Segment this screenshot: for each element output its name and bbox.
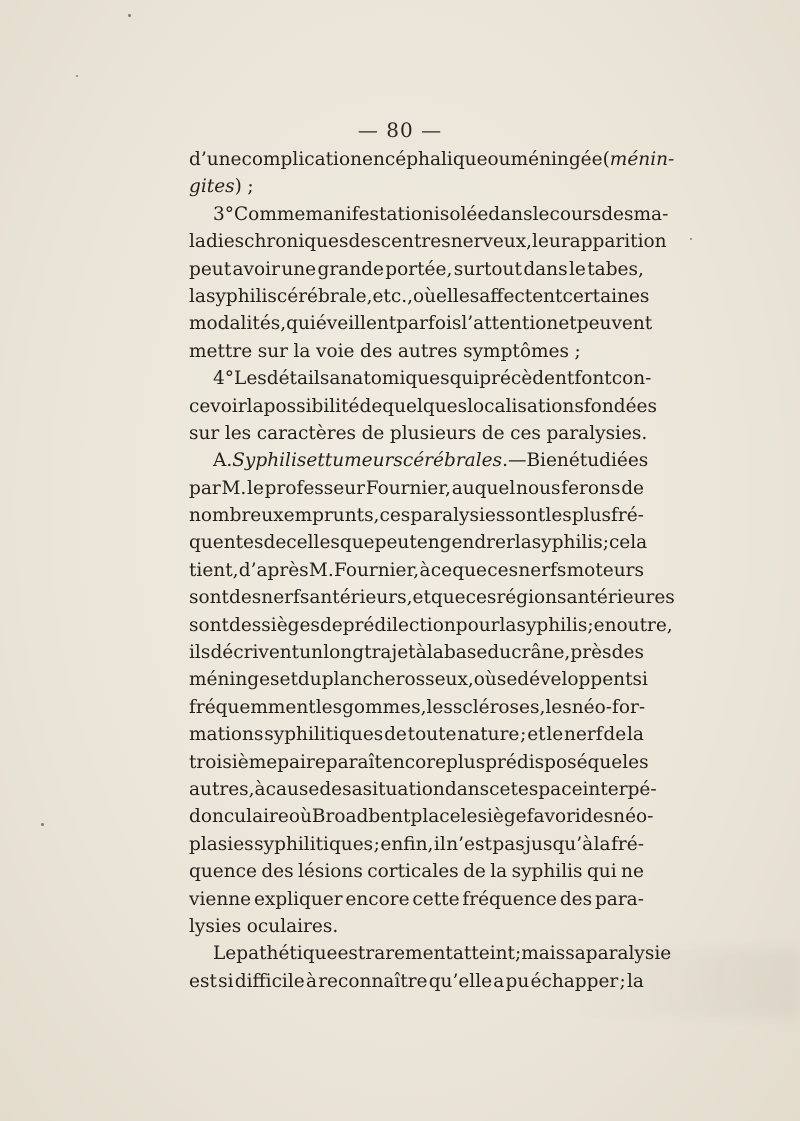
- word: la: [626, 724, 644, 746]
- word: sa: [565, 943, 586, 965]
- word: ;: [247, 176, 254, 198]
- word: ne: [621, 861, 644, 883]
- word: modalités,: [189, 313, 287, 335]
- word: syphilis: [205, 285, 277, 307]
- word: syphilis: [531, 532, 603, 554]
- word: Broadbent: [311, 806, 411, 828]
- word: 4°: [213, 368, 235, 390]
- word: de: [361, 422, 385, 444]
- word: des: [228, 587, 262, 609]
- word: et: [558, 313, 577, 335]
- word: plasies: [189, 833, 254, 855]
- word: nerfs: [518, 559, 567, 581]
- word: de: [603, 724, 627, 746]
- word: manifestation: [305, 203, 434, 225]
- word: cela: [608, 532, 648, 554]
- word: osseux,: [404, 669, 474, 691]
- word: parfois: [396, 313, 462, 335]
- text-line: [189, 721, 644, 748]
- text-line: [189, 940, 672, 967]
- word: para-: [594, 888, 644, 910]
- word: font: [574, 368, 612, 390]
- word: fré-: [611, 505, 644, 527]
- word: n’est: [446, 833, 492, 855]
- word: Syphilis: [232, 450, 307, 472]
- word: tient,: [189, 559, 239, 581]
- word: plus: [446, 751, 486, 773]
- word: qui: [586, 861, 617, 883]
- word: cet: [489, 778, 518, 800]
- word: avoir: [232, 258, 280, 280]
- word: le: [532, 203, 550, 225]
- word: du: [297, 669, 322, 691]
- word: ces: [465, 587, 497, 609]
- word: auquel: [451, 477, 516, 499]
- word: lésions: [298, 861, 363, 883]
- word: fréquemment: [189, 696, 316, 718]
- word: des: [261, 861, 294, 883]
- word: cours: [549, 203, 602, 225]
- word: isolée: [433, 203, 489, 225]
- word: la: [514, 532, 532, 554]
- word: syphilitiques: [264, 724, 384, 746]
- word: dans: [444, 778, 490, 800]
- word: outre,: [616, 614, 673, 636]
- word: ferons: [561, 477, 621, 499]
- word: un: [299, 642, 324, 664]
- word: expliquer: [253, 888, 343, 910]
- text-line: [189, 831, 644, 858]
- word: antérieures: [566, 587, 675, 609]
- word: par: [189, 477, 221, 499]
- word: décrivent: [210, 642, 300, 664]
- word: pu: [505, 970, 530, 992]
- word: paire: [277, 751, 326, 773]
- word: espace: [517, 778, 583, 800]
- word: peut: [189, 258, 232, 280]
- word: place: [410, 806, 461, 828]
- word: il: [433, 833, 446, 855]
- word: oculaires.: [246, 915, 339, 937]
- word: syphilis: [511, 861, 583, 883]
- word: paraît: [325, 751, 382, 773]
- word: des: [580, 806, 614, 828]
- word: nerfs: [261, 587, 310, 609]
- word: les: [622, 751, 649, 773]
- text-line: [189, 749, 649, 776]
- word: cérébrale,: [276, 285, 373, 307]
- text-line: [189, 365, 652, 392]
- word: peuvent: [576, 313, 653, 335]
- word: des: [348, 231, 381, 253]
- word: symptômes: [463, 340, 569, 362]
- word: nature: [457, 724, 520, 746]
- text-line: [189, 639, 644, 666]
- word: ces: [487, 559, 519, 581]
- word: sur: [257, 340, 288, 362]
- word: troisième: [189, 751, 278, 773]
- word: en: [593, 614, 617, 636]
- word: leur: [532, 231, 570, 253]
- word: complication: [241, 149, 363, 170]
- word: la: [246, 395, 264, 417]
- word: cause: [265, 778, 320, 800]
- word: le: [568, 258, 586, 280]
- word: près: [570, 642, 612, 664]
- word: d’une: [189, 149, 242, 170]
- word: à: [305, 970, 317, 992]
- word: mations: [189, 724, 264, 746]
- word: sont: [189, 614, 229, 636]
- text-line: [189, 256, 644, 283]
- word: et: [279, 669, 298, 691]
- word: qui: [449, 368, 480, 390]
- word: ;: [520, 724, 527, 746]
- word: toute: [407, 724, 457, 746]
- word: dans: [523, 258, 568, 280]
- word: ;: [602, 532, 609, 554]
- word: paralysies: [410, 505, 506, 527]
- word: quentes: [189, 532, 264, 554]
- word: nombreux: [189, 505, 284, 527]
- text-line: [189, 475, 644, 502]
- paper-speck: [41, 823, 44, 826]
- word: M.: [308, 559, 334, 581]
- text-line: [189, 146, 675, 173]
- word: encéphalique: [362, 149, 488, 170]
- word: ladies: [189, 231, 245, 253]
- word: sa: [342, 778, 363, 800]
- word: engendrer: [416, 532, 515, 554]
- text-line: [189, 201, 669, 228]
- word: pour: [455, 614, 500, 636]
- text-line: [189, 502, 644, 529]
- word: trajet: [364, 642, 416, 664]
- word: de: [384, 724, 407, 746]
- word: jusqu’à: [525, 833, 594, 855]
- word: sont: [189, 587, 229, 609]
- word: caractères: [256, 422, 357, 444]
- word: nous: [516, 477, 561, 499]
- word: encore: [345, 888, 410, 910]
- text-line: [189, 776, 657, 803]
- word: favori: [526, 806, 581, 828]
- word: corticales: [367, 861, 459, 883]
- word: fré-: [611, 833, 644, 855]
- paper-speck: [76, 75, 78, 77]
- word: ;: [587, 614, 594, 636]
- word: la: [499, 614, 517, 636]
- word: à: [254, 778, 266, 800]
- word: des: [360, 340, 393, 362]
- word: rarement: [365, 943, 453, 965]
- word: A.: [213, 450, 233, 472]
- text-line: [189, 283, 650, 310]
- word: la: [490, 861, 508, 883]
- word: des: [601, 203, 634, 225]
- word: gommes,: [342, 696, 427, 718]
- word: siège: [477, 806, 527, 828]
- word: Le: [213, 943, 237, 965]
- text-line: [189, 420, 648, 447]
- word: de: [359, 395, 383, 417]
- word: difficile: [234, 970, 305, 992]
- word: qu’elle: [428, 970, 493, 992]
- word: sont: [505, 505, 546, 527]
- word: 3°: [213, 203, 235, 225]
- word: cérébrales.: [402, 450, 508, 472]
- word: régions: [496, 587, 567, 609]
- text-line: [189, 393, 657, 420]
- text-line: [189, 228, 667, 255]
- word: est: [337, 943, 366, 965]
- word: la: [293, 340, 311, 362]
- word: M.: [221, 477, 247, 499]
- word: (ménin-: [602, 149, 675, 170]
- word: prédilection: [342, 614, 456, 636]
- word: tumeurs: [324, 450, 403, 472]
- word: ;: [515, 943, 522, 965]
- word: si: [632, 669, 648, 691]
- word: long: [323, 642, 365, 664]
- word: et: [527, 724, 546, 746]
- word: où: [473, 669, 497, 691]
- word: chroniques: [244, 231, 349, 253]
- word: fréquence: [462, 888, 557, 910]
- word: et: [306, 450, 325, 472]
- word: les: [315, 696, 343, 718]
- word: sièges: [261, 614, 320, 636]
- word: centres: [380, 231, 451, 253]
- word: de: [621, 477, 644, 499]
- word: méningée: [510, 149, 603, 170]
- text-line: [189, 584, 675, 611]
- word: syphilitiques: [254, 833, 374, 855]
- word: portée,: [385, 258, 453, 280]
- text-line: [189, 666, 648, 693]
- word: cevoir: [189, 395, 247, 417]
- word: étudiées: [568, 450, 649, 472]
- word: que: [452, 559, 488, 581]
- word: de: [463, 861, 486, 883]
- word: si: [218, 970, 234, 992]
- word: localisations: [467, 395, 584, 417]
- word: voie: [316, 340, 355, 362]
- word: con-: [611, 368, 652, 390]
- word: autres,: [189, 778, 255, 800]
- word: mais: [521, 943, 566, 965]
- word: certaines: [562, 285, 650, 307]
- word: la: [626, 970, 644, 992]
- word: une: [281, 258, 317, 280]
- word: Les: [234, 368, 267, 390]
- word: à: [415, 642, 427, 664]
- word: que: [587, 751, 623, 773]
- word: moteurs: [566, 559, 644, 581]
- word: des: [228, 614, 262, 636]
- word: plus: [571, 505, 611, 527]
- word: plancher: [321, 669, 405, 691]
- word: à: [419, 559, 431, 581]
- word: d’après: [238, 559, 309, 581]
- word: Fournier,: [365, 477, 451, 499]
- word: —: [507, 450, 527, 472]
- word: pas: [492, 833, 525, 855]
- paper-speck: [690, 238, 692, 240]
- word: des: [611, 642, 644, 664]
- text-line: [189, 913, 644, 940]
- word: enfin,: [380, 833, 434, 855]
- word: reconnaître: [318, 970, 428, 992]
- word: développent: [517, 669, 633, 691]
- word: professeur: [264, 477, 365, 499]
- word: situation: [362, 778, 445, 800]
- word: affectent: [479, 285, 563, 307]
- text-line: [189, 557, 644, 584]
- text-line: [189, 968, 644, 995]
- word: de: [481, 422, 505, 444]
- word: néo-for-: [571, 696, 646, 718]
- word: les: [545, 696, 572, 718]
- word: Fournier,: [334, 559, 420, 581]
- body-text: [189, 146, 675, 995]
- word: celles: [286, 532, 340, 554]
- word: anatomiques: [329, 368, 450, 390]
- word: est: [189, 970, 217, 992]
- word: ou: [487, 149, 511, 170]
- word: pathétique: [236, 943, 338, 965]
- word: ;: [619, 970, 626, 992]
- word: détails: [266, 368, 330, 390]
- text-line: [189, 694, 644, 721]
- word: base: [443, 642, 488, 664]
- word: apparition: [569, 231, 667, 253]
- word: ces: [510, 422, 541, 444]
- word: elles: [436, 285, 480, 307]
- word: prédisposé: [485, 751, 588, 773]
- word: paralysie: [585, 943, 672, 965]
- word: qui: [286, 313, 316, 335]
- word: de: [263, 532, 287, 554]
- word: fondées: [583, 395, 657, 417]
- text-line: [189, 173, 644, 200]
- text-line: [189, 612, 673, 639]
- word: les: [545, 505, 572, 527]
- word: des: [559, 888, 593, 910]
- text-line: [189, 310, 653, 337]
- word: le: [247, 477, 264, 499]
- word: et: [412, 587, 431, 609]
- word: cette: [412, 888, 460, 910]
- word: échapper: [530, 970, 619, 992]
- word: nerveux,: [450, 231, 533, 253]
- word: antérieurs,: [309, 587, 413, 609]
- paper-speck: [128, 14, 131, 17]
- word: atteint: [452, 943, 515, 965]
- word: a: [493, 970, 505, 992]
- word: ;: [373, 833, 380, 855]
- word: la: [426, 642, 444, 664]
- word: ils: [189, 642, 211, 664]
- word: les: [426, 696, 453, 718]
- word: donculaire: [189, 806, 289, 828]
- word: ces: [379, 505, 411, 527]
- word: quelques: [382, 395, 468, 417]
- word: possibilité: [263, 395, 360, 417]
- text-line: [189, 858, 644, 885]
- text-line: [189, 529, 648, 556]
- word: où: [288, 806, 312, 828]
- word: paralysies.: [546, 422, 648, 444]
- word: grande: [317, 258, 384, 280]
- word: du: [487, 642, 512, 664]
- word: méninges: [189, 669, 280, 691]
- text-line: [189, 886, 644, 913]
- text-line: [189, 338, 644, 365]
- word: la: [189, 285, 206, 307]
- word: de: [319, 614, 343, 636]
- word: que: [430, 587, 466, 609]
- word: les: [224, 422, 252, 444]
- word: syphilis: [516, 614, 588, 636]
- word: scléroses,: [452, 696, 546, 718]
- word: le: [546, 724, 564, 746]
- word: le: [460, 806, 478, 828]
- word: précèdent: [479, 368, 575, 390]
- text-line: [189, 447, 649, 474]
- word: dans: [488, 203, 533, 225]
- word: crâne,: [511, 642, 571, 664]
- word: ;: [574, 340, 581, 362]
- word: l’attention: [461, 313, 559, 335]
- word: gites): [189, 176, 242, 198]
- word: que: [339, 532, 375, 554]
- page-number: — 80 —: [357, 118, 443, 142]
- word: Bien: [526, 450, 569, 472]
- word: se: [496, 669, 518, 691]
- word: néo-: [613, 806, 654, 828]
- word: la: [593, 833, 611, 855]
- word: où: [412, 285, 437, 307]
- word: etc.,: [372, 285, 413, 307]
- word: de: [319, 778, 343, 800]
- word: tabes,: [587, 258, 644, 280]
- word: encore: [381, 751, 447, 773]
- word: peut: [374, 532, 417, 554]
- word: interpé-: [582, 778, 657, 800]
- word: surtout: [453, 258, 522, 280]
- word: emprunts,: [283, 505, 380, 527]
- word: Comme: [234, 203, 306, 225]
- word: éveillent: [315, 313, 397, 335]
- word: lysies: [189, 915, 242, 937]
- word: ma-: [633, 203, 669, 225]
- word: autres: [397, 340, 458, 362]
- word: mettre: [189, 340, 253, 362]
- word: plusieurs: [389, 422, 477, 444]
- word: ce: [430, 559, 453, 581]
- word: nerf: [564, 724, 603, 746]
- word: sur: [189, 422, 220, 444]
- text-line: [189, 803, 654, 830]
- word: vienne: [189, 888, 252, 910]
- word: quence: [189, 861, 257, 883]
